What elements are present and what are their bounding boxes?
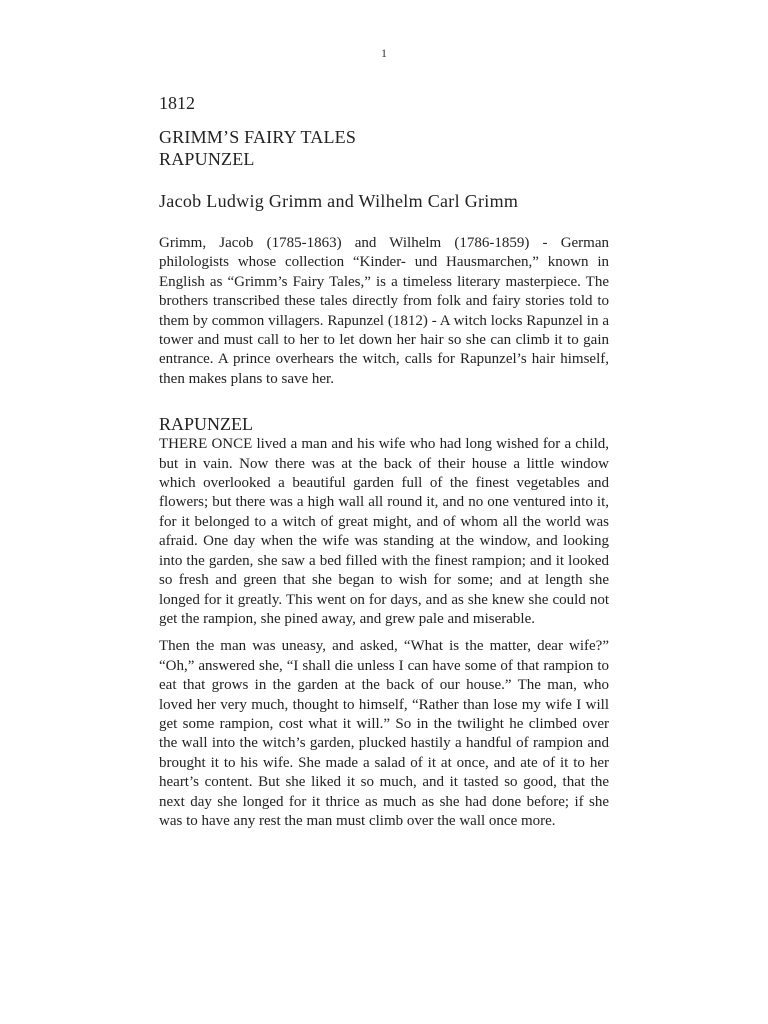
publication-year: 1812 — [159, 93, 195, 113]
tale-title: RAPUNZEL — [159, 149, 255, 169]
authors-line: Jacob Ludwig Grimm and Wilhelm Carl Grimm — [159, 191, 519, 211]
story-paragraph: THERE ONCE lived a man and his wife who had long wished for a child, but in vain. Now there was at the back of their house a little window which overlooked a beautiful garden full of the finest vegetables and flowers; but there was a high wall all round it, and no one ventured into it, for it belonged to a witch of great might, and of whom all the world was afraid. One day when the wife was standing at the window, and looking into the garden, she saw a bed filled with the finest rampion; and it looked so fresh and green that she began to wish for some; and at length she longed for it greatly. This went on for days, and as she knew she could not get the rampion, she pined away, and grew pale and miserable. — [159, 436, 609, 627]
story-paragraph: Then the man was uneasy, and asked, “What is the matter, dear wife?” “Oh,” answered she, “I shall die unless I can have some of that rampion to eat that grows in the garden at the back of our house.” The man, who loved her very much, thought to himself, “Rather than lose my wife I will get some rampion, cost what it will.” So in the twilight he climbed over the wall into the witch’s garden, plucked hastily a handful of rampion and brought it to his wife. She made a salad of it at once, and ate of it to her heart’s content. But she liked it so much, and it tasted so good, that the next day she longed for it thrice as much as she had done before; if she was to have any rest the man must climb over the wall once more. — [159, 638, 609, 829]
story-heading: RAPUNZEL — [159, 414, 253, 435]
intro-paragraph: Grimm, Jacob (1785-1863) and Wilhelm (1786-1859) - German philologists whose collection “Kinder- und Hausmarchen,” known in English as “Grimm’s Fairy Tales,” is a timeless literary masterpiece. The brothers transcribed these tales directly from folk and fairy stories told to them by common villagers. Rapunzel (1812) - A witch locks Rapunzel in a tower and must call to her to let down her hair so she can climb it to gain entrance. A prince overhears the witch, calls for Rapunzel’s hair himself, then makes plans to save her. — [159, 235, 609, 387]
document-body — [159, 92, 609, 831]
page-number: 1 — [381, 46, 387, 60]
collection-title: GRIMM’S FAIRY TALES — [159, 127, 357, 147]
